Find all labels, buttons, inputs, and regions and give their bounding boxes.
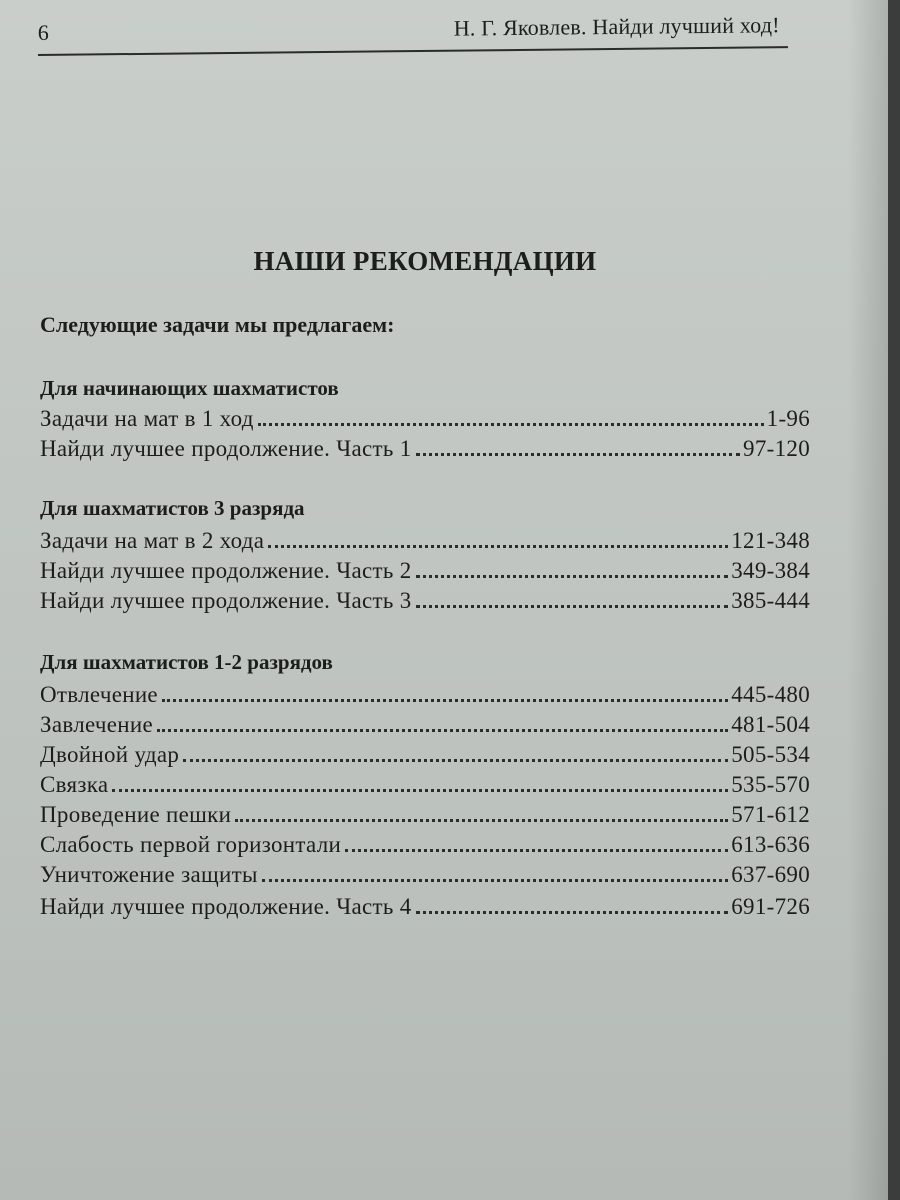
dot-leader xyxy=(416,575,729,578)
toc-entry-pages: 349-384 xyxy=(731,558,810,583)
header-title: Н. Г. Яковлев. Найди лучший ход! xyxy=(453,12,780,41)
toc-entry-title: Проведение пешки xyxy=(40,802,232,827)
toc-entry-title: Найди лучшее продолжение. Часть 2 xyxy=(40,558,412,583)
toc-entry xyxy=(40,678,810,708)
intro-text: Следующие задачи мы предлагаем: xyxy=(40,312,395,337)
toc-entry xyxy=(40,798,810,828)
dot-leader xyxy=(262,879,729,882)
toc-entry-title: Найди лучшее продолжение. Часть 3 xyxy=(40,588,412,613)
page-number: 6 xyxy=(37,19,49,46)
toc-entry-pages: 691-726 xyxy=(731,894,810,919)
toc-entry xyxy=(40,584,810,614)
toc-entry xyxy=(40,890,810,920)
toc-entry xyxy=(40,738,810,768)
toc-entry-title: Найди лучшее продолжение. Часть 1 xyxy=(40,436,412,461)
dot-leader xyxy=(416,453,741,456)
toc-entry xyxy=(40,768,810,798)
toc-entry-pages: 1-96 xyxy=(766,406,810,431)
toc-entry xyxy=(40,554,810,584)
toc-entry xyxy=(40,828,810,858)
toc-entry xyxy=(40,708,810,738)
toc-entry-title: Задачи на мат в 2 хода xyxy=(40,528,265,553)
dot-leader xyxy=(112,789,728,792)
group-heading-third-category: Для шахматистов 3 разряда xyxy=(40,496,305,520)
toc-entry-pages: 535-570 xyxy=(731,772,810,797)
toc-entry-pages: 481-504 xyxy=(731,712,810,737)
toc-entry-title: Отвлечение xyxy=(40,682,158,707)
dot-leader xyxy=(157,729,728,732)
running-header xyxy=(38,6,788,56)
toc-entry-title: Уничтожение защиты xyxy=(40,862,258,887)
group-heading-beginners: Для начинающих шахматистов xyxy=(40,376,339,400)
toc-entry-title: Завлечение xyxy=(40,712,154,737)
toc-entry-title: Найди лучшее продолжение. Часть 4 xyxy=(40,894,412,919)
toc-entry-title: Задачи на мат в 1 ход xyxy=(40,406,254,431)
dot-leader xyxy=(268,545,728,548)
toc-entry xyxy=(40,432,810,462)
dot-leader xyxy=(416,911,729,914)
toc-entry-title: Двойной удар xyxy=(40,742,180,767)
toc-entry xyxy=(40,402,810,432)
toc-entry xyxy=(40,524,810,554)
toc-entry-title: Связка xyxy=(40,772,109,797)
dot-leader xyxy=(416,605,729,608)
dot-leader xyxy=(345,849,728,852)
toc-entry-pages: 97-120 xyxy=(743,436,810,461)
dot-leader xyxy=(162,699,728,702)
toc-entry-pages: 505-534 xyxy=(731,742,810,767)
toc-entry-pages: 445-480 xyxy=(731,682,810,707)
dot-leader xyxy=(235,819,728,822)
toc-entry-pages: 613-636 xyxy=(731,832,810,857)
dot-leader xyxy=(258,423,764,426)
toc-entry xyxy=(40,858,810,888)
toc-entry-pages: 121-348 xyxy=(731,528,810,553)
toc-entry-pages: 385-444 xyxy=(731,588,810,613)
group-heading-first-second-category: Для шахматистов 1-2 разрядов xyxy=(40,650,333,674)
toc-entry-pages: 637-690 xyxy=(731,862,810,887)
section-title: НАШИ РЕКОМЕНДАЦИИ xyxy=(253,246,597,276)
dot-leader xyxy=(183,759,728,762)
toc-entry-pages: 571-612 xyxy=(731,802,810,827)
toc-entry-title: Слабость первой горизонтали xyxy=(40,832,342,857)
